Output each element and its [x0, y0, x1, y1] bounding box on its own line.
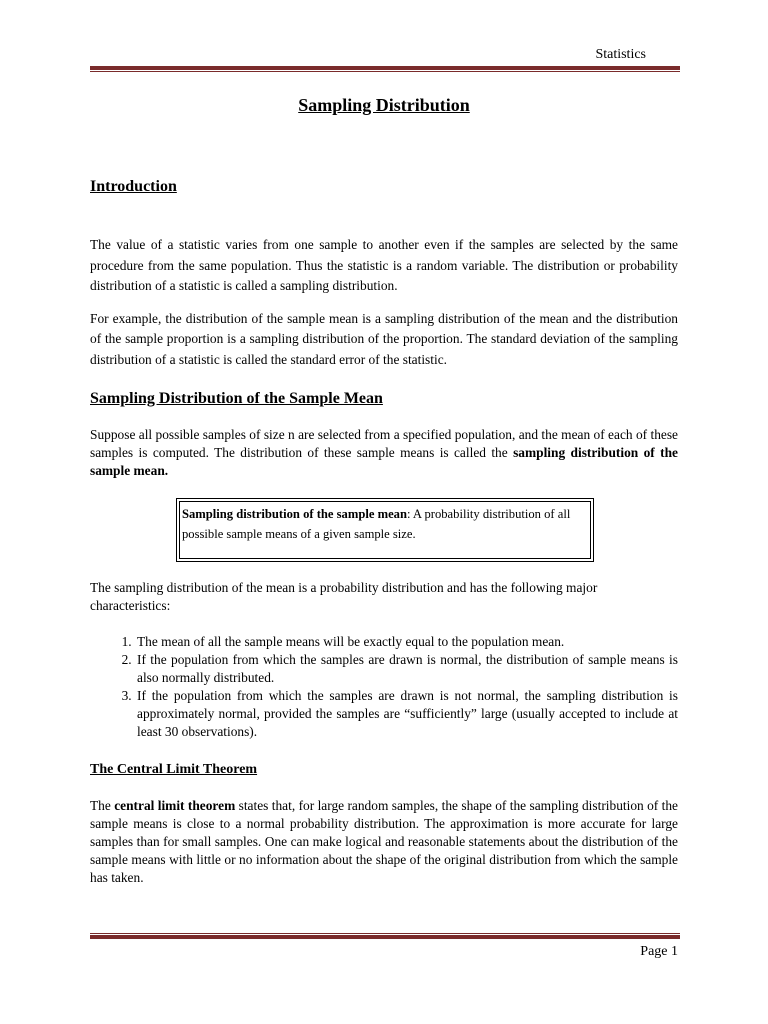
- definition-text: : A probability distribution of all possible sample means of a given sample size.: [182, 507, 571, 541]
- list-item: 1. The mean of all the sample means will be exactly equal to the population mean.: [135, 633, 678, 651]
- document-body: [90, 176, 678, 887]
- intro-paragraph-2: For example, the distribution of the sample mean is a sampling distribution of the mean and the distribution of the sample proportion is a sampling distribution of the proportion. The standard deviation of the sampling distribution of a statistic is called the standard error of the statistic.: [90, 310, 678, 367]
- clt-paragraph-rest: states that, for large random samples, the shape of the sampling distribution of the sample means is close to a normal probability distribution. The approximation is more accurate for large samples than for small samples. One can make logical and reasonable statements about the distribution of the sample means with little or no information about the shape of the original distribution from which the sample has taken.: [90, 798, 679, 885]
- header-rule: [90, 66, 680, 72]
- definition-box: [176, 498, 594, 562]
- sample-mean-heading: Sampling Distribution of the Sample Mean: [90, 390, 383, 407]
- sample-mean-paragraph-bold: sampling distribution of the sample mean.: [90, 445, 678, 478]
- clt-paragraph-start: The: [90, 798, 115, 813]
- sample-mean-paragraph-text: Suppose all possible samples of size n are selected from a specified population, and the mean of each of these samples is computed. The distribution of these sample means is called the: [90, 427, 678, 460]
- footer-rule: [90, 933, 680, 939]
- document-title: Sampling Distribution: [298, 95, 470, 115]
- central-limit-theorem-heading: The Central Limit Theorem: [90, 762, 258, 777]
- clt-paragraph-bold: central limit theorem: [114, 798, 236, 813]
- characteristics-intro: The sampling distribution of the mean is a probability distribution and has the following major characteristics:: [90, 580, 598, 613]
- list-item: 2. If the population from which the samples are drawn is normal, the distribution of sample means is also normally distributed.: [135, 651, 678, 687]
- sample-mean-paragraph: [90, 426, 678, 480]
- list-item: 3. If the population from which the samples are drawn is not normal, the sampling distribution is approximately normal, provided the samples are “sufficiently” large (usually accepted to include at least 30 observations).: [135, 687, 678, 741]
- characteristics-list: [90, 633, 678, 741]
- page-number: Page 1: [640, 944, 678, 959]
- definition-box-inner: [179, 501, 591, 559]
- central-limit-theorem-paragraph: [90, 797, 678, 887]
- running-header: Statistics: [595, 47, 646, 62]
- introduction-heading: Introduction: [90, 178, 177, 195]
- definition-term: Sampling distribution of the sample mean: [182, 507, 407, 521]
- intro-paragraph-1: The value of a statistic varies from one sample to another even if the samples are selected by the same procedure from the same population. Thus the statistic is a random variable. The distribution or probability distribution of a statistic is called a sampling distribution.: [90, 237, 678, 293]
